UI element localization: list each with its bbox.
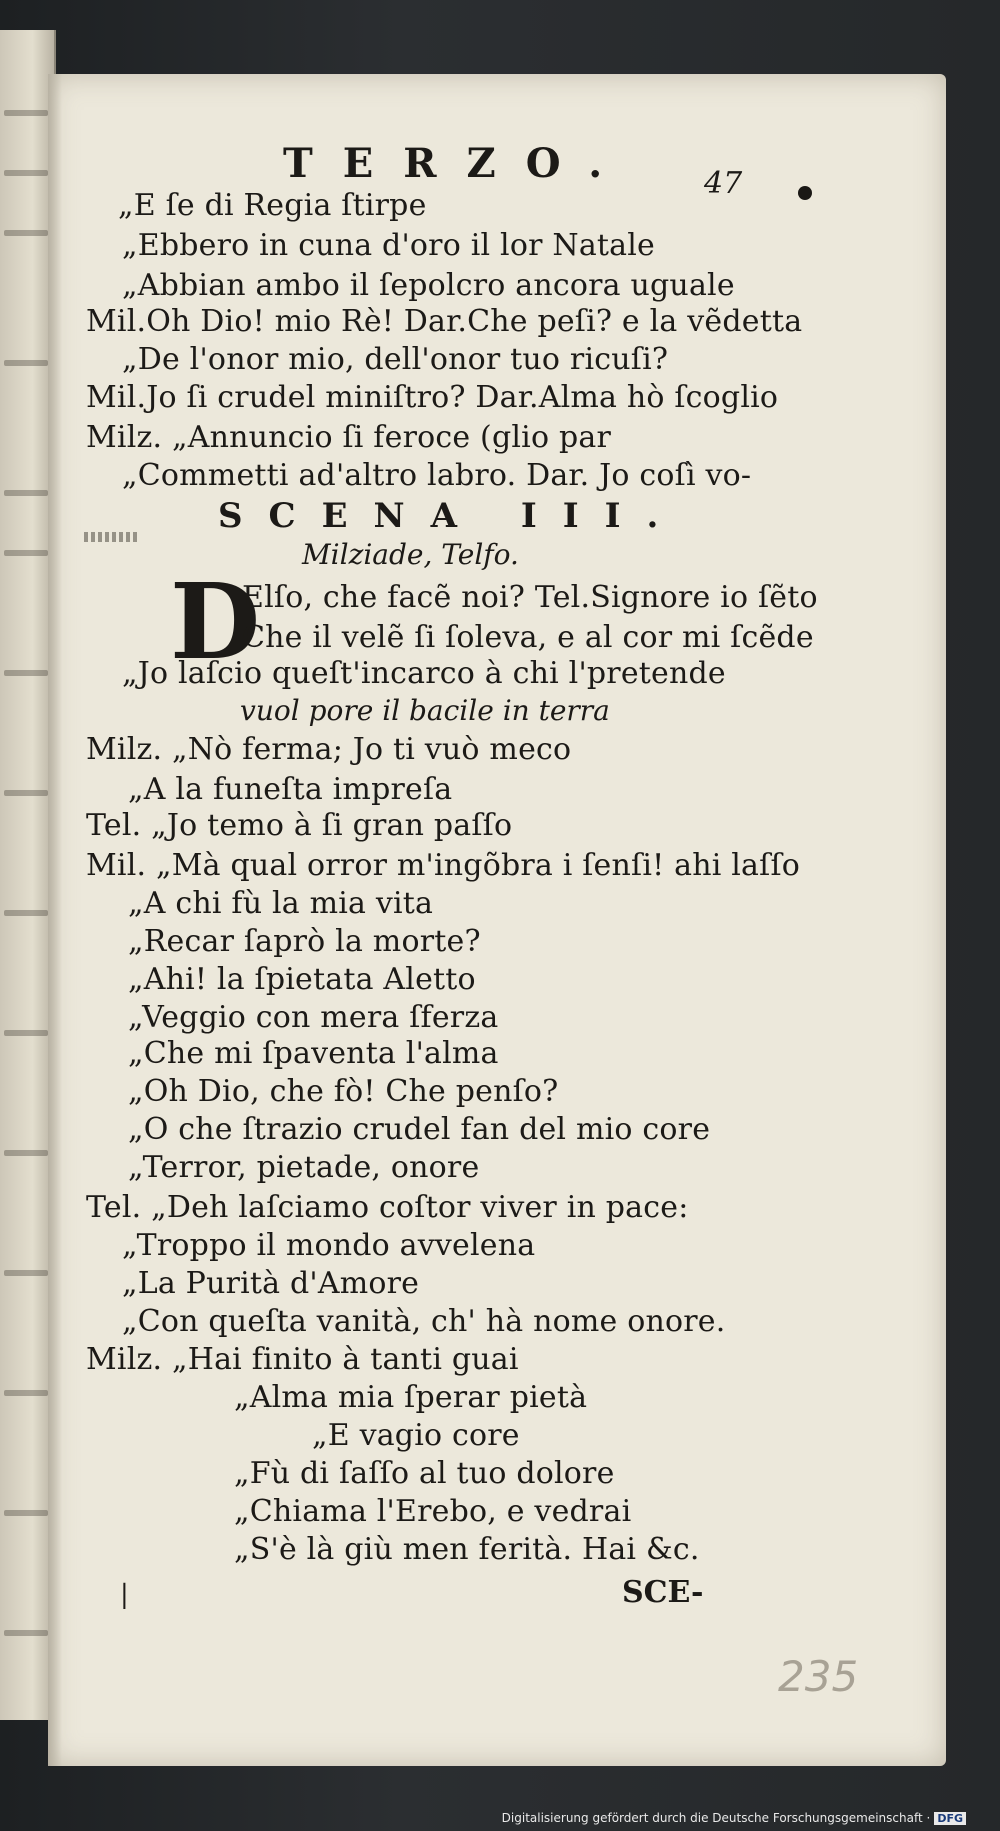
stage-direction: vuol pore il bacile in terra bbox=[240, 694, 610, 727]
catchword: SCE- bbox=[622, 1575, 704, 1610]
verse-line: „Abbian ambo il ſepolcro ancora uguale bbox=[122, 268, 735, 303]
verse-line: „Fù di ſaſſo al tuo dolore bbox=[234, 1456, 615, 1491]
verse-line: „Jo laſcio queſt'incarco à chi l'pretende bbox=[122, 656, 726, 691]
verse-line: „Troppo il mondo avvelena bbox=[122, 1228, 536, 1263]
verse-line: „S'è là giù men ferità. Hai &c. bbox=[234, 1532, 700, 1567]
verse-line: „Chiama l'Erebo, e vedrai bbox=[234, 1494, 632, 1529]
verse-line: Mil.Oh Dio! mio Rè! Dar.Che peſi? e la vẽdetta bbox=[86, 304, 803, 339]
verse-line: „Veggio con mera ſferza bbox=[128, 1000, 499, 1035]
verse-line: „De l'onor mio, dell'onor tuo ricuſi? bbox=[122, 342, 669, 377]
verse-line: „Terror, pietade, onore bbox=[128, 1150, 480, 1185]
verse-line: „Oh Dio, che fò! Che penſo? bbox=[128, 1074, 559, 1109]
verse-line: Che il velẽ ſi ſoleva, e al cor mi ſcẽde bbox=[242, 620, 814, 655]
archive-pencil-number: 235 bbox=[778, 1652, 859, 1701]
verse-line: Tel. „Deh laſciamo coſtor viver in pace: bbox=[86, 1190, 689, 1225]
verse-line: „A chi fù la mia vita bbox=[128, 886, 434, 921]
verse-line: Elſo, che facẽ noi? Tel.Signore io ſẽto bbox=[242, 580, 818, 615]
verse-line: Milz. „Nò ferma; Jo ti vuò meco bbox=[86, 732, 572, 767]
verse-line: Mil.Jo ſi crudel miniſtro? Dar.Alma hò ſcoglio bbox=[86, 380, 779, 415]
printer-ornament bbox=[84, 532, 140, 542]
verse-line: „Ebbero in cuna d'oro il lor Natale bbox=[122, 228, 655, 263]
page-number: 47 bbox=[704, 166, 743, 201]
verse-line: „E ſe di Regia ſtirpe bbox=[118, 188, 427, 223]
verse-line: „Ahi! la ſpietata Aletto bbox=[128, 962, 476, 997]
margin-mark: | bbox=[120, 1580, 129, 1610]
verse-line: Tel. „Jo temo à ſi gran paſſo bbox=[86, 808, 513, 843]
drop-capital: D bbox=[170, 560, 261, 683]
verse-line: „Alma mia ſperar pietà bbox=[234, 1380, 588, 1415]
verse-line: „Commetti ad'altro labro. Dar. Jo coſì vo- bbox=[122, 458, 752, 493]
verse-line: „La Purità d'Amore bbox=[122, 1266, 420, 1301]
verse-line: „O che ſtrazio crudel fan del mio core bbox=[128, 1112, 711, 1147]
verse-line: „E vagio core bbox=[312, 1418, 520, 1453]
verse-line: Milz. „Hai finito à tanti guai bbox=[86, 1342, 519, 1377]
running-title: TERZO. bbox=[283, 140, 633, 187]
credit-text: Digitalisierung gefördert durch die Deutsche Forschungsgemeinschaft · bbox=[501, 1811, 931, 1825]
ink-dot bbox=[798, 186, 812, 200]
verse-line: „Recar ſaprò la morte? bbox=[128, 924, 481, 959]
dfg-logo: DFG bbox=[934, 1812, 966, 1825]
verse-line: „A la funeſta impreſa bbox=[128, 772, 453, 807]
digitization-credit bbox=[502, 1811, 966, 1825]
scene-heading: SCENA III. bbox=[218, 496, 685, 536]
verse-line: „Che mi ſpaventa l'alma bbox=[128, 1036, 499, 1071]
verse-line: Mil. „Mà qual orror m'ingõbra i ſenſi! ahi laſſo bbox=[86, 848, 801, 883]
verse-line: Milz. „Annuncio ſi feroce (glio par bbox=[86, 420, 611, 455]
verse-line: „Con queſta vanità, ch' hà nome onore. bbox=[122, 1304, 726, 1339]
scene-cast: Milziade, Telfo. bbox=[302, 538, 519, 571]
